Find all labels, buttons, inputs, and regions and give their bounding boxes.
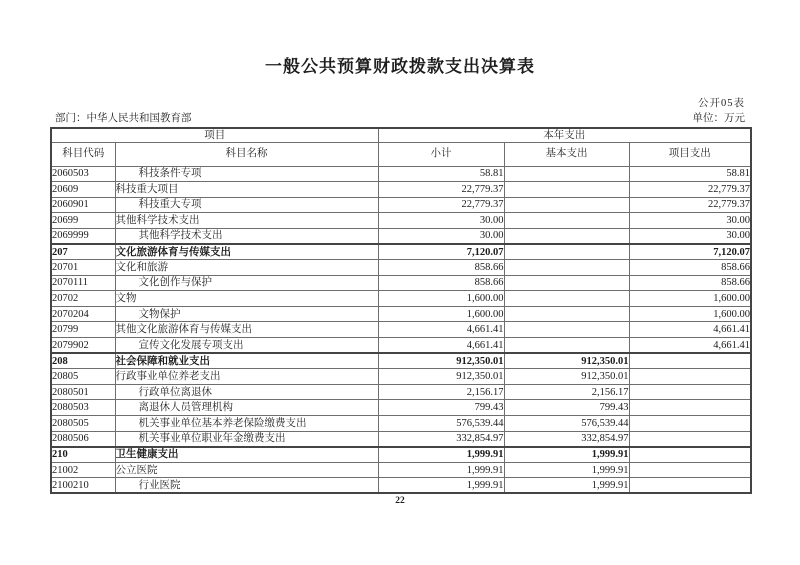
subject-code-cell: 2080505 — [51, 416, 115, 432]
header-subject-code: 科目代码 — [51, 142, 115, 166]
subject-name-cell: 离退休人员管理机构 — [115, 400, 378, 416]
subtotal-cell: 58.81 — [378, 166, 504, 182]
basic-expense-cell: 1,999.91 — [504, 462, 629, 478]
basic-expense-cell: 1,999.91 — [504, 447, 629, 463]
project-expense-cell: 58.81 — [629, 166, 751, 182]
subject-code-cell: 20799 — [51, 322, 115, 338]
subject-name-cell: 其他科学技术支出 — [115, 228, 378, 244]
table-row — [51, 322, 751, 338]
subject-name-cell: 文化创作与保护 — [115, 275, 378, 291]
subtotal-cell: 858.66 — [378, 275, 504, 291]
project-expense-cell: 4,661.41 — [629, 338, 751, 354]
subtotal-cell: 332,854.97 — [378, 431, 504, 447]
subject-name-cell: 社会保障和就业支出 — [115, 353, 378, 369]
subtotal-cell: 2,156.17 — [378, 384, 504, 400]
project-expense-cell — [629, 384, 751, 400]
page-title: 一般公共预算财政拨款支出决算表 — [265, 57, 535, 76]
subject-name-cell: 宣传文化发展专项支出 — [115, 338, 378, 354]
budget-table — [50, 127, 752, 494]
subject-code-cell: 21002 — [51, 462, 115, 478]
basic-expense-cell — [504, 322, 629, 338]
sheet-number-label: 公开05表 — [698, 98, 745, 109]
table-row — [51, 369, 751, 385]
subject-name-cell: 公立医院 — [115, 462, 378, 478]
project-expense-cell: 858.66 — [629, 275, 751, 291]
basic-expense-cell: 912,350.01 — [504, 353, 629, 369]
subject-name-cell: 科技重大项目 — [115, 182, 378, 198]
subject-name-cell: 卫生健康支出 — [115, 447, 378, 463]
project-expense-cell — [629, 431, 751, 447]
subtotal-cell: 1,999.91 — [378, 462, 504, 478]
header-subtotal: 小计 — [378, 142, 504, 166]
header-subject-name: 科目名称 — [115, 142, 378, 166]
subtotal-cell: 4,661.41 — [378, 338, 504, 354]
basic-expense-cell: 1,999.91 — [504, 478, 629, 494]
basic-expense-cell: 576,539.44 — [504, 416, 629, 432]
subject-code-cell: 2079902 — [51, 338, 115, 354]
project-expense-cell: 1,600.00 — [629, 306, 751, 322]
subtotal-cell: 1,999.91 — [378, 447, 504, 463]
basic-expense-cell — [504, 291, 629, 307]
basic-expense-cell — [504, 260, 629, 276]
table-row — [51, 384, 751, 400]
header-basic-expense: 基本支出 — [504, 142, 629, 166]
subject-code-cell: 2070204 — [51, 306, 115, 322]
subtotal-cell: 22,779.37 — [378, 182, 504, 198]
subject-code-cell: 2080506 — [51, 431, 115, 447]
subtotal-cell: 22,779.37 — [378, 197, 504, 213]
project-expense-cell: 858.66 — [629, 260, 751, 276]
subject-code-cell: 20805 — [51, 369, 115, 385]
table-row — [51, 291, 751, 307]
subject-code-cell: 210 — [51, 447, 115, 463]
project-expense-cell — [629, 353, 751, 369]
subtotal-cell: 1,600.00 — [378, 306, 504, 322]
basic-expense-cell: 799.43 — [504, 400, 629, 416]
table-row — [51, 400, 751, 416]
subtotal-cell: 912,350.01 — [378, 369, 504, 385]
table-row — [51, 260, 751, 276]
basic-expense-cell — [504, 197, 629, 213]
table-row — [51, 244, 751, 260]
project-expense-cell — [629, 462, 751, 478]
basic-expense-cell — [504, 182, 629, 198]
subject-code-cell: 208 — [51, 353, 115, 369]
table-row — [51, 478, 751, 494]
subtotal-cell: 7,120.07 — [378, 244, 504, 260]
subtotal-cell: 4,661.41 — [378, 322, 504, 338]
header-columns-row — [51, 142, 751, 166]
table-header — [51, 128, 751, 166]
basic-expense-cell — [504, 228, 629, 244]
project-expense-cell — [629, 416, 751, 432]
subject-code-cell: 20701 — [51, 260, 115, 276]
unit-label: 单位：万元 — [692, 113, 745, 124]
subject-code-cell: 2069999 — [51, 228, 115, 244]
project-expense-cell — [629, 447, 751, 463]
project-expense-cell — [629, 478, 751, 494]
subtotal-cell: 1,999.91 — [378, 478, 504, 494]
header-group-row — [51, 128, 751, 142]
basic-expense-cell — [504, 213, 629, 229]
subject-name-cell: 文化旅游体育与传媒支出 — [115, 244, 378, 260]
table-row — [51, 462, 751, 478]
subject-name-cell: 其他文化旅游体育与传媒支出 — [115, 322, 378, 338]
subject-code-cell: 20699 — [51, 213, 115, 229]
table-row — [51, 416, 751, 432]
project-expense-cell: 7,120.07 — [629, 244, 751, 260]
subject-code-cell: 207 — [51, 244, 115, 260]
table-row — [51, 353, 751, 369]
subject-name-cell: 文化和旅游 — [115, 260, 378, 276]
subject-name-cell: 科技条件专项 — [115, 166, 378, 182]
project-expense-cell — [629, 369, 751, 385]
project-expense-cell: 22,779.37 — [629, 197, 751, 213]
project-expense-cell: 22,779.37 — [629, 182, 751, 198]
basic-expense-cell: 912,350.01 — [504, 369, 629, 385]
basic-expense-cell — [504, 275, 629, 291]
department-label: 部门：中华人民共和国教育部 — [55, 113, 192, 124]
project-expense-cell: 1,600.00 — [629, 291, 751, 307]
subject-name-cell: 科技重大专项 — [115, 197, 378, 213]
subtotal-cell: 576,539.44 — [378, 416, 504, 432]
subject-name-cell: 其他科学技术支出 — [115, 213, 378, 229]
subject-name-cell: 机关事业单位职业年金缴费支出 — [115, 431, 378, 447]
table-row — [51, 431, 751, 447]
page-number: 22 — [395, 496, 405, 506]
project-expense-cell — [629, 400, 751, 416]
basic-expense-cell — [504, 166, 629, 182]
table-body — [51, 166, 751, 493]
table-row — [51, 213, 751, 229]
subtotal-cell: 30.00 — [378, 213, 504, 229]
table-row — [51, 338, 751, 354]
subject-name-cell: 行业医院 — [115, 478, 378, 494]
basic-expense-cell — [504, 338, 629, 354]
subject-code-cell: 2060901 — [51, 197, 115, 213]
table-row — [51, 228, 751, 244]
subject-code-cell: 20702 — [51, 291, 115, 307]
header-project-expense: 项目支出 — [629, 142, 751, 166]
subject-name-cell: 机关事业单位基本养老保险缴费支出 — [115, 416, 378, 432]
project-expense-cell: 4,661.41 — [629, 322, 751, 338]
table-row — [51, 275, 751, 291]
table-row — [51, 166, 751, 182]
basic-expense-cell — [504, 306, 629, 322]
subject-code-cell: 2080501 — [51, 384, 115, 400]
subject-code-cell: 2070111 — [51, 275, 115, 291]
table-row — [51, 306, 751, 322]
subject-name-cell: 行政单位离退休 — [115, 384, 378, 400]
header-item-group: 项目 — [51, 128, 378, 142]
basic-expense-cell: 2,156.17 — [504, 384, 629, 400]
subtotal-cell: 912,350.01 — [378, 353, 504, 369]
basic-expense-cell: 332,854.97 — [504, 431, 629, 447]
subtotal-cell: 858.66 — [378, 260, 504, 276]
subject-name-cell: 行政事业单位养老支出 — [115, 369, 378, 385]
basic-expense-cell — [504, 244, 629, 260]
subtotal-cell: 30.00 — [378, 228, 504, 244]
project-expense-cell: 30.00 — [629, 213, 751, 229]
subject-code-cell: 20609 — [51, 182, 115, 198]
subject-code-cell: 2100210 — [51, 478, 115, 494]
subject-code-cell: 2060503 — [51, 166, 115, 182]
subject-code-cell: 2080503 — [51, 400, 115, 416]
subject-name-cell: 文物保护 — [115, 306, 378, 322]
project-expense-cell: 30.00 — [629, 228, 751, 244]
subtotal-cell: 1,600.00 — [378, 291, 504, 307]
subtotal-cell: 799.43 — [378, 400, 504, 416]
subject-name-cell: 文物 — [115, 291, 378, 307]
table-row — [51, 197, 751, 213]
header-year-expense-group: 本年支出 — [378, 128, 751, 142]
table-row — [51, 447, 751, 463]
table-row — [51, 182, 751, 198]
